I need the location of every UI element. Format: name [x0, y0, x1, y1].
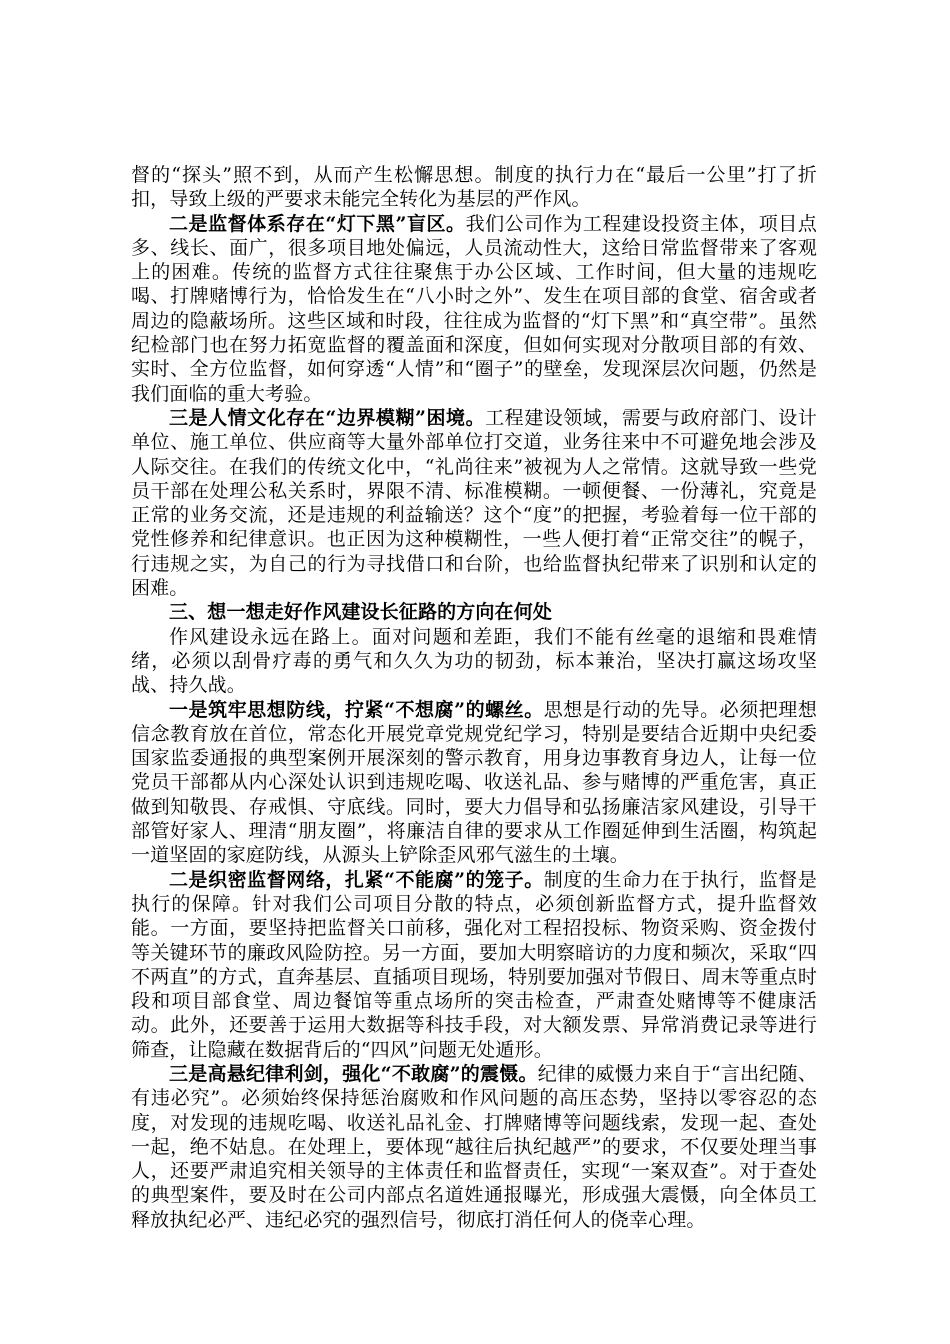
- paragraph-text: 我们公司作为工程建设投资主体，项目点多、线长、面广，很多项目地处偏远，人员流动性大，这给日常监督带来了客观上的困难。传统的监督方式往往聚焦于办公区域、工作时间，但大量的违规吃喝、打牌赌博行为，恰恰发生在“八小时之外”、发生在项目部的食堂、宿舍或者周边的隐蔽场所。这些区域和时段，往往成为监督的“灯下黑”和“真空带”。虽然纪检部门也在努力拓宽监督的覆盖面和深度，但如何实现对分散项目部的有效、实时、全方位监督，如何穿透“人情”和“圈子”的壁垒，发现深层次问题，仍然是我们面临的重大考验。: [131, 212, 817, 405]
- paragraph-lead: 二是织密监督网络，扎紧“不能腐”的笼子。: [169, 868, 544, 891]
- paragraph-boundary-dilemma: [131, 406, 817, 600]
- paragraph-text: 纪律的威慑力来自于“言出纪随、有违必究”。必须始终保持惩治腐败和作风问题的高压态势，坚持以零容忍的态度，对发现的违规吃喝、收送礼品礼金、打牌赌博等问题线索，发现一起、查处一起，绝不姑息。在处理上，要体现“越往后执纪越严”的要求，不仅要处理当事人，还要严肃追究相关领导的主体责任和监督责任，实现“一案双查”。对于查处的典型案件，要及时在公司内部点名道姓通报曝光，形成强大震慑，向全体员工释放执纪必严、违纪必究的强烈信号，彻底打消任何人的侥幸心理。: [131, 1062, 818, 1231]
- paragraph-lead: 三是高悬纪律利剑，强化“不敢腐”的震慑。: [169, 1062, 538, 1085]
- paragraph-lead: 三是人情文化存在“边界模糊”困境。: [169, 406, 486, 429]
- paragraph-lead: 二是监督体系存在“灯下黑”盲区。: [169, 212, 466, 235]
- paragraph-discipline-deterrence: [131, 1062, 817, 1232]
- paragraph-supervision-blindspot: [131, 212, 817, 406]
- paragraph-lead: 一是筑牢思想防线，拧紧“不想腐”的螺丝。: [169, 698, 544, 721]
- paragraph-text: 制度的生命力在于执行，监督是执行的保障。针对我们公司项目分散的特点，必须创新监督方式，提升监督效能。一方面，要坚持把监督关口前移，强化对工程招投标、物资采购、资金拨付等关键环节的廉政风险防控。另一方面，要加大明察暗访的力度和频次，采取“四不两直”的方式，直奔基层、直插项目现场，特别要加强对节假日、周末等重点时段和项目部食堂、周边餐馆等重点场所的突击检查，严肃查处赌博等不健康活动。此外，还要善于运用大数据等科技手段，对大额发票、异常消费记录等进行筛查，让隐藏在数据背后的“四风”问题无处遁形。: [131, 868, 817, 1061]
- paragraph-supervision-network: [131, 868, 817, 1062]
- paragraph-ideological-defense: [131, 698, 817, 868]
- paragraph-continuation: [131, 163, 817, 212]
- paragraph-intro: [131, 625, 817, 698]
- paragraph-text: 作风建设永远在路上。面对问题和差距，我们不能有丝毫的退缩和畏难情绪，必须以刮骨疗毒的勇气和久久为功的韧劲，标本兼治，坚决打赢这场攻坚战、持久战。: [131, 625, 817, 697]
- paragraph-text: 工程建设领域，需要与政府部门、设计单位、施工单位、供应商等大量外部单位打交道，业务往来中不可避免地会涉及人际交往。在我们的传统文化中，“礼尚往来”被视为人之常情。这就导致一些党员干部在处理公私关系时，界限不清、标准模糊。一顿便餐、一份薄礼，究竟是正常的业务交流，还是违规的利益输送？这个“度”的把握，考验着每一位干部的党性修养和纪律意识。也正因为这种模糊性，一些人便打着“正常交往”的幌子，行违规之实，为自己的行为寻找借口和台阶，也给监督执纪带来了识别和认定的困难。: [131, 406, 817, 600]
- paragraph-text: 思想是行动的先导。必须把理想信念教育放在首位，常态化开展党章党规党纪学习，特别是要结合近期中央纪委国家监委通报的典型案例开展深刻的警示教育，用身边事教育身边人，让每一位党员干部都从内心深处认识到违规吃喝、收送礼品、参与赌博的严重危害，真正做到知敬畏、存戒惧、守底线。同时，要大力倡导和弘扬廉洁家风建设，引导干部管好家人、理清“朋友圈”，将廉洁自律的要求从工作圈延伸到生活圈，构筑起一道坚固的家庭防线，从源头上铲除歪风邪气滋生的土壤。: [131, 698, 817, 867]
- paragraph-text: 督的“探头”照不到，从而产生松懈思想。制度的执行力在“最后一公里”打了折扣，导致上级的严要求未能完全转化为基层的严作风。: [131, 164, 817, 211]
- document-body: [131, 163, 817, 1232]
- section-heading: 三、想一想走好作风建设长征路的方向在何处: [169, 601, 553, 624]
